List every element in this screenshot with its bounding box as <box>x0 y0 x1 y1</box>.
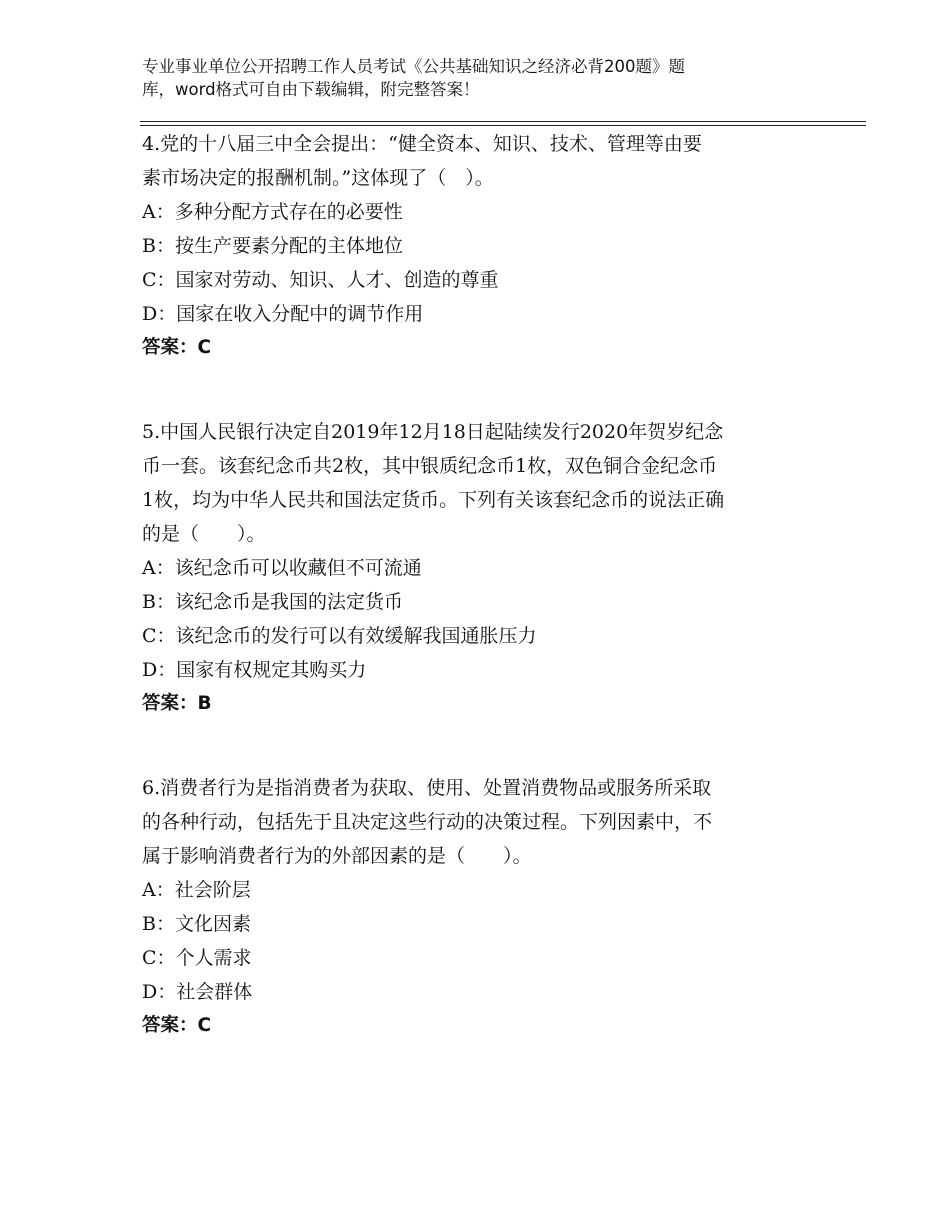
question-stem-line: 属于影响消费者行为的外部因素的是（ ）。 <box>142 845 532 867</box>
header-line-1: 专业事业单位公开招聘工作人员考试《公共基础知识之经济必背200题》题 <box>142 57 685 76</box>
answer-label: 答案：C <box>142 1015 212 1036</box>
question-5 <box>142 415 822 721</box>
question-spacer <box>142 721 822 771</box>
header-divider-bottom <box>140 125 866 126</box>
option-b: B：文化因素 <box>142 913 251 935</box>
option-a: A：社会阶层 <box>142 879 251 901</box>
question-stem-line: 的各种行动，包括先于且决定这些行动的决策过程。下列因素中，不 <box>142 811 713 833</box>
question-list <box>142 127 822 1043</box>
option-b: B：该纪念币是我国的法定货币 <box>142 591 403 613</box>
option-d: D：国家有权规定其购买力 <box>142 659 367 681</box>
answer-label: 答案：C <box>142 337 212 358</box>
header-line-2: 库，word格式可自由下载编辑，附完整答案！ <box>142 80 480 99</box>
option-b: B：按生产要素分配的主体地位 <box>142 235 403 257</box>
answer-label: 答案：B <box>142 693 212 714</box>
header-divider-top <box>140 121 866 122</box>
question-stem-line: 素市场决定的报酬机制。”这体现了（ ）。 <box>142 167 494 189</box>
question-stem-line: 的是（ ）。 <box>142 523 266 545</box>
question-4 <box>142 127 822 365</box>
question-stem-line: 4.党的十八届三中全会提出：“健全资本、知识、技术、管理等由要 <box>142 133 702 155</box>
question-stem-line: 6.消费者行为是指消费者为获取、使用、处置消费物品或服务所采取 <box>142 777 712 799</box>
option-c: C：国家对劳动、知识、人才、创造的尊重 <box>142 269 499 291</box>
question-spacer <box>142 365 822 415</box>
option-d: D：国家在收入分配中的调节作用 <box>142 303 424 325</box>
question-stem-line: 币一套。该套纪念币共2枚，其中银质纪念币1枚，双色铜合金纪念币 <box>142 455 718 477</box>
question-6 <box>142 771 822 1043</box>
question-stem-line: 1枚，均为中华人民共和国法定货币。下列有关该套纪念币的说法正确 <box>142 489 725 511</box>
option-a: A：多种分配方式存在的必要性 <box>142 201 403 223</box>
option-c: C：个人需求 <box>142 947 252 969</box>
question-stem-line: 5.中国人民银行决定自2019年12月18日起陆续发行2020年贺岁纪念 <box>142 421 724 443</box>
option-c: C：该纪念币的发行可以有效缓解我国通胀压力 <box>142 625 537 647</box>
document-header <box>142 55 782 101</box>
option-d: D：社会群体 <box>142 981 253 1003</box>
option-a: A：该纪念币可以收藏但不可流通 <box>142 557 422 579</box>
